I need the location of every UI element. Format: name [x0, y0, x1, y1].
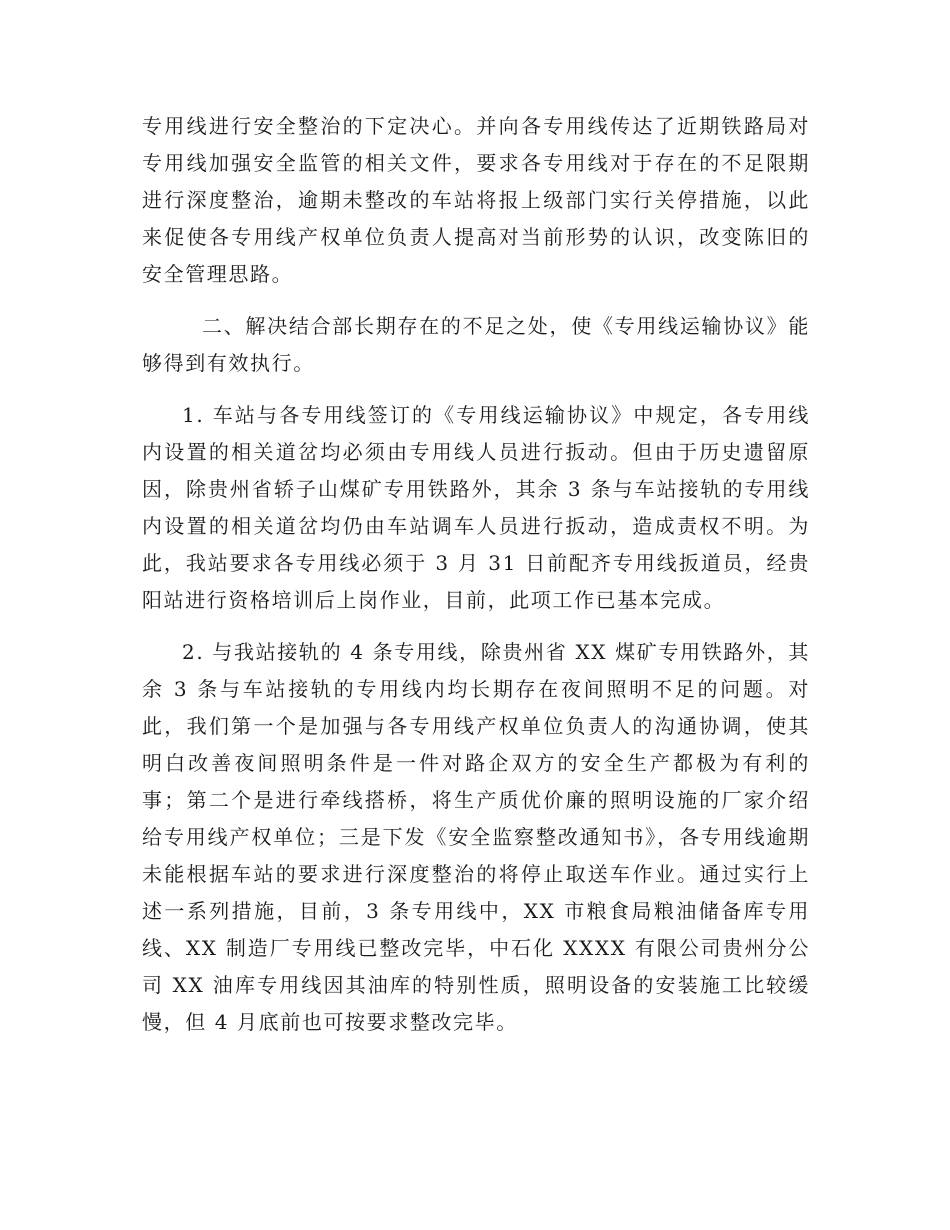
paragraph-item-2: 2. 与我站接轨的 4 条专用线，除贵州省 XX 煤矿专用铁路外，其余 3 条与车站接轨的专用线内均长期存在夜间照明不足的问题。对此，我们第一个是加强与各专用线产权单位负责人的沟通协调，使其明白改善夜间照明条件是一件对路企双方的安全生产都极为有利的事；第二个是进行牵线搭桥，将生产质优价廉的照明设施的厂家介绍给专用线产权单位；三是下发《安全监察整改通知书》，各专用线逾期未能根据车站的要求进行深度整治的将停止取送车作业。通过实行上述一系列措施，目前，3 条专用线中，XX 市粮食局粮油储备库专用线、XX 制造厂专用线已整改完毕，中石化 XXXX 有限公司贵州分公司 XX 油库专用线因其油库的特别性质，照明设备的安装施工比较缓慢，但 4 月底前也可按要求整改完毕。 — [142, 640, 810, 1034]
paragraph-continuation: 专用线进行安全整治的下定决心。并向各专用线传达了近期铁路局对专用线加强安全监管的相关文件，要求各专用线对于存在的不足限期进行深度整治，逾期未整改的车站将报上级部门实行关停措施，以此来促使各专用线产权单位负责人提高对当前形势的认识，改变陈旧的安全管理思路。 — [142, 114, 810, 286]
document-body — [142, 108, 810, 1056]
paragraph-item-1: 1. 车站与各专用线签订的《专用线运输协议》中规定，各专用线内设置的相关道岔均必须由专用线人员进行扳动。但由于历史遗留原因，除贵州省轿子山煤矿专用铁路外，其余 3 条与车站接轨的专用线内设置的相关道岔均仍由车站调车人员进行扳动，造成责权不明。为此，我站要求各专用线必须于 3 月 31 日前配齐专用线扳道员，经贵阳站进行资格培训后上岗作业，目前，此项工作已基本完成。 — [142, 403, 810, 612]
section-heading-two: 二、解决结合部长期存在的不足之处，使《专用线运输协议》能够得到有效执行。 — [142, 314, 810, 375]
